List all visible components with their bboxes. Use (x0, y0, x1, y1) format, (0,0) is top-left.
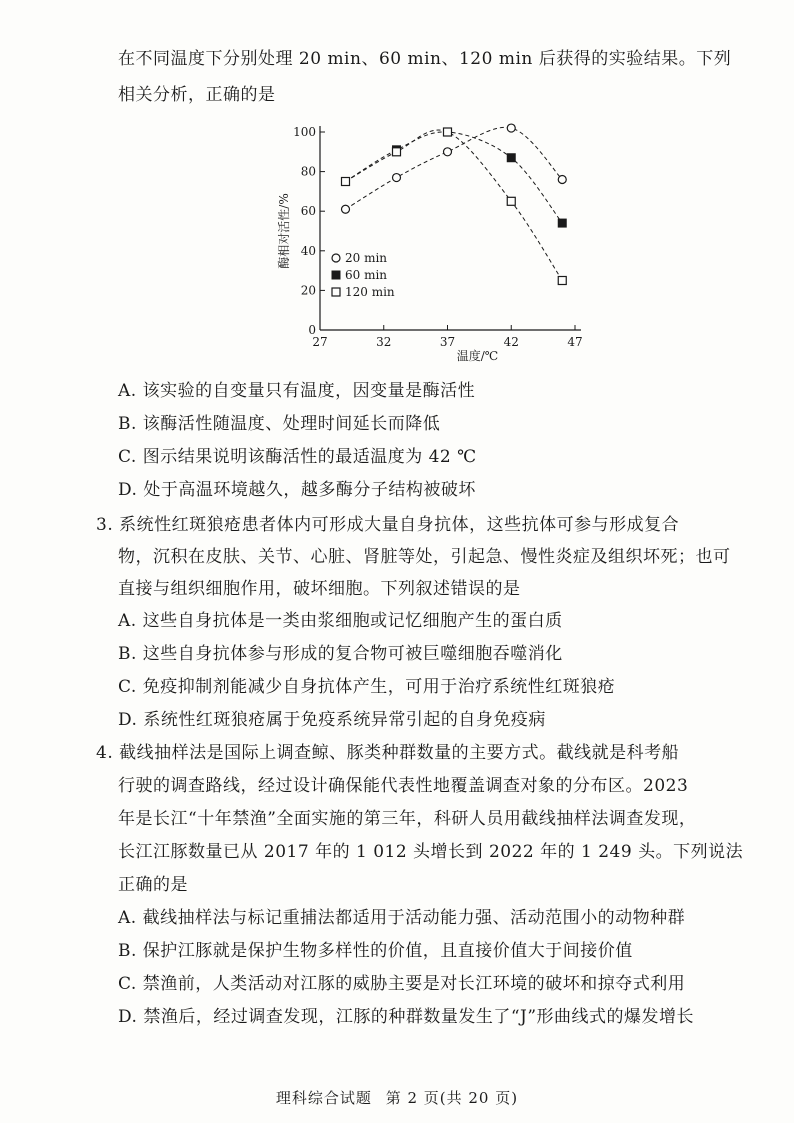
chart-svg (270, 118, 600, 378)
data-point-120min (342, 178, 350, 186)
data-point-20min (558, 176, 566, 184)
q2-option-b: B. 该酶活性随温度、处理时间延长而降低 (118, 414, 441, 434)
q4-stem-line-4: 长江江豚数量已从 2017 年的 1 012 头增长到 2022 年的 1 249 头。下列说法 (118, 842, 744, 862)
q4-stem-line-1: 4. 截线抽样法是国际上调查鲸、豚类种群数量的主要方式。截线就是科考船 (96, 743, 680, 763)
data-point-60min (507, 154, 515, 162)
series-line-60min (346, 132, 563, 223)
data-point-20min (444, 148, 452, 156)
footer-subject: 理科综合试题 (275, 1089, 372, 1107)
q3-option-d: D. 系统性红斑狼疮属于免疫系统异常引起的自身免疫病 (118, 710, 546, 730)
legend-label: 20 min (345, 251, 388, 265)
q4-option-a: A. 截线抽样法与标记重捕法都适用于活动能力强、活动范围小的动物种群 (118, 908, 686, 928)
data-point-120min (444, 128, 452, 136)
data-point-20min (507, 124, 515, 132)
x-tick-label: 42 (503, 335, 519, 349)
q3-stem-line-1: 3. 系统性红斑狼疮患者体内可形成大量自身抗体，这些抗体可参与形成复合 (96, 515, 680, 535)
y-tick-label: 100 (293, 125, 316, 139)
data-point-60min (558, 219, 566, 227)
data-point-120min (507, 197, 515, 205)
y-tick-label: 0 (308, 323, 316, 337)
footer-page-number: 第 2 页(共 20 页) (385, 1089, 519, 1107)
q4-option-c: C. 禁渔前，人类活动对江豚的威胁主要是对长江环境的破坏和掠夺式利用 (118, 974, 686, 994)
x-tick-label: 37 (439, 335, 456, 349)
y-axis-label: 酶相对活性/% (277, 193, 291, 269)
q4-option-b: B. 保护江豚就是保护生物多样性的价值，且直接价值大于间接价值 (118, 941, 633, 961)
y-tick-label: 60 (300, 204, 316, 219)
q2-stem-line-2: 相关分析，正确的是 (118, 85, 276, 105)
q4-stem-line-3: 年是长江“十年禁渔”全面实施的第三年，科研人员用截线抽样法调查发现， (118, 809, 697, 829)
series-line-20min (346, 127, 563, 209)
x-axis-label: 温度/℃ (456, 349, 499, 363)
data-point-120min (393, 148, 401, 156)
q3-stem-line-2: 物，沉积在皮肤、关节、心脏、肾脏等处，引起急、慢性炎症及组织坏死；也可 (118, 547, 731, 567)
legend-marker-120min (332, 288, 340, 296)
q2-stem-line-1: 在不同温度下分别处理 20 min、60 min、120 min 后获得的实验结果。下列 (118, 49, 732, 69)
q3-option-c: C. 免疫抑制剂能减少自身抗体产生，可用于治疗系统性红斑狼疮 (118, 677, 616, 697)
q4-stem-line-2: 行驶的调查路线，经过设计确保能代表性地覆盖调查对象的分布区。2023 (118, 776, 689, 796)
data-point-120min (558, 277, 566, 285)
q2-option-a: A. 该实验的自变量只有温度，因变量是酶活性 (118, 381, 476, 401)
data-point-20min (393, 174, 401, 182)
legend-label: 120 min (345, 285, 395, 299)
q2-option-d: D. 处于高温环境越久，越多酶分子结构被破坏 (118, 480, 476, 500)
legend-marker-60min (332, 271, 340, 279)
q2-option-c: C. 图示结果说明该酶活性的最适温度为 42 ℃ (118, 447, 477, 467)
data-point-20min (342, 205, 350, 213)
q4-stem-line-5: 正确的是 (118, 875, 188, 895)
legend-label: 60 min (345, 268, 388, 282)
y-tick-label: 40 (300, 243, 316, 258)
y-tick-label: 80 (300, 164, 316, 179)
enzyme-activity-chart (270, 118, 600, 378)
legend-marker-20min (332, 254, 340, 262)
x-tick-label: 47 (567, 335, 583, 349)
q4-option-d: D. 禁渔后，经过调查发现，江豚的种群数量发生了“J”形曲线式的爆发增长 (118, 1007, 695, 1027)
y-tick-label: 20 (300, 283, 316, 298)
q3-option-b: B. 这些自身抗体参与形成的复合物可被巨噬细胞吞噬消化 (118, 644, 563, 664)
x-tick-label: 32 (376, 335, 392, 349)
q3-option-a: A. 这些自身抗体是一类由浆细胞或记忆细胞产生的蛋白质 (118, 611, 563, 631)
q3-stem-line-3: 直接与组织细胞作用，破坏细胞。下列叙述错误的是 (118, 579, 521, 599)
page-footer (0, 1087, 794, 1108)
x-tick-label: 27 (312, 335, 328, 349)
